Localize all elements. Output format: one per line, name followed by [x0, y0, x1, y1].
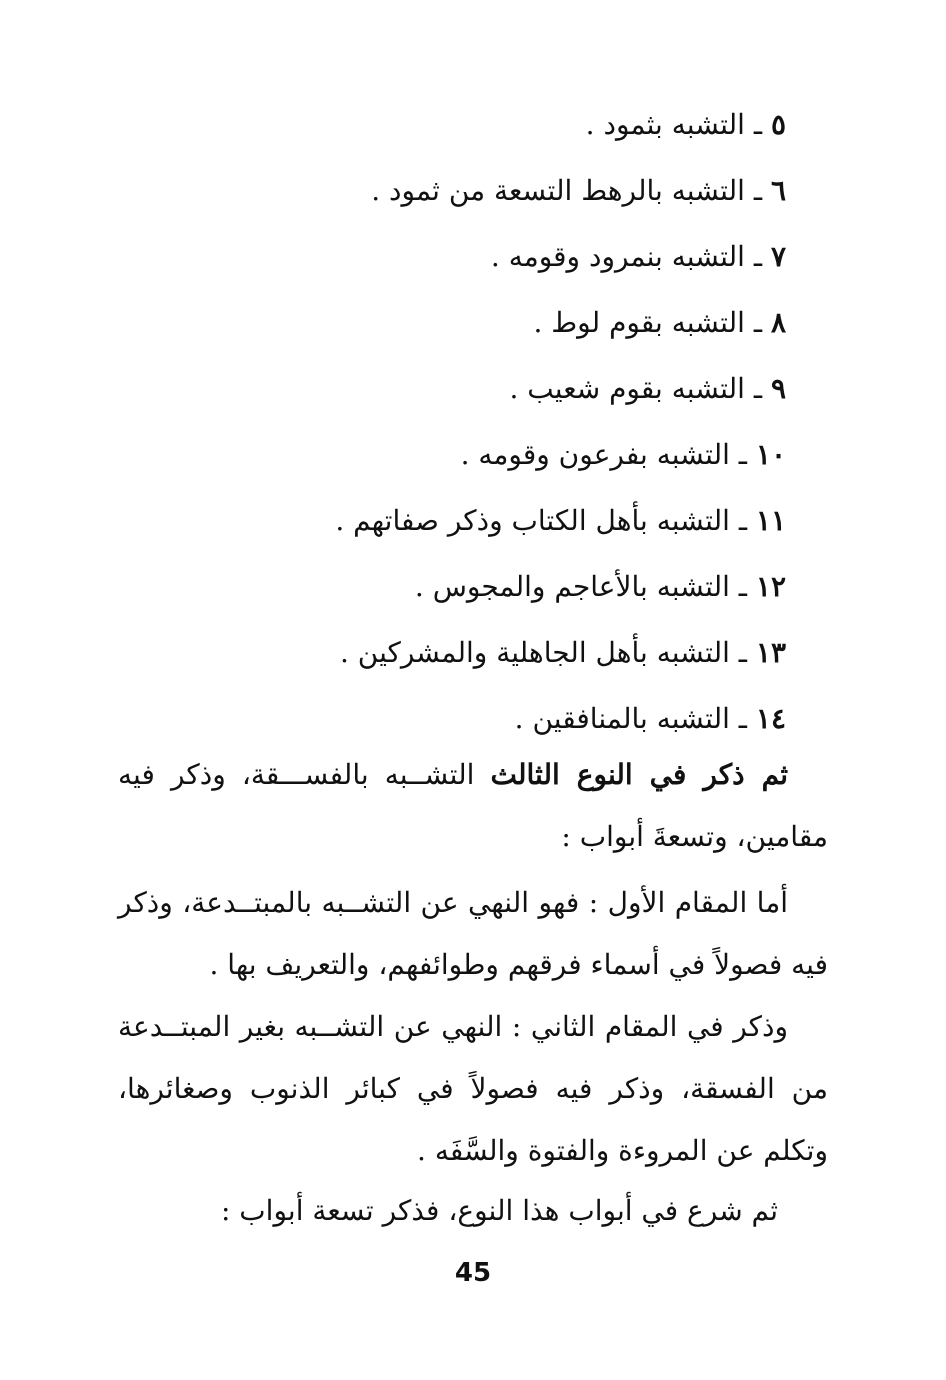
list-item-number: ٩ [770, 372, 786, 405]
list-item-text: ـ التشبه بأهل الجاهلية والمشركين . [339, 636, 748, 669]
list-item-number: ١٣ [755, 636, 786, 669]
list-item-text: ـ التشبه بنمرود وقومه . [490, 240, 763, 273]
list-item-number: ١٢ [755, 570, 786, 603]
list-item [126, 290, 786, 356]
list-item-number: ٧ [770, 240, 786, 273]
list-item-text: ـ التشبه بالأعاجم والمجوس . [414, 570, 748, 603]
list-item-number: ١٠ [755, 438, 786, 471]
list-item-number: ٨ [770, 306, 786, 339]
list-item-text: ـ التشبه بثمود . [585, 108, 763, 141]
list-item-number: ٦ [770, 174, 786, 207]
paragraph-second-station: وذكر في المقام الثاني : النهي عن التشــبه بغير المبتــدعة من الفسقة، وذكر فيه فصولاً في كبائر الذنوب وصغائرها، وتكلم عن المروءة والفتوة والسَّفَه . [118, 1010, 828, 1167]
list-item-text: ـ التشبه بفرعون وقومه . [460, 438, 748, 471]
list-item-text: ـ التشبه بقوم شعيب . [509, 372, 763, 405]
paragraph-nine-chapters: ثم شرع في أبواب هذا النوع، فذكر تسعة أبواب : [220, 1194, 778, 1227]
paragraph-first-station: أما المقام الأول : فهو النهي عن التشــبه بالمبتــدعة، وذكر فيه فصولاً في أسماء فرقهم وطوائفهم، والتعريف بها . [118, 886, 828, 981]
list-item [126, 488, 786, 554]
paragraph-third-type [118, 744, 828, 868]
list-item-number: ١١ [755, 504, 786, 537]
list-item-text: ـ التشبه بأهل الكتاب وذكر صفاتهم . [335, 504, 748, 537]
list-item [126, 224, 786, 290]
list-item [126, 554, 786, 620]
list-item-text: ـ التشبه بقوم لوط . [533, 306, 763, 339]
list-item-text: ـ التشبه بالمنافقين . [514, 702, 748, 735]
list-item [126, 356, 786, 422]
list-item [126, 620, 786, 686]
list-item [126, 92, 786, 158]
list-item-text: ـ التشبه بالرهط التسعة من ثمود . [371, 174, 763, 207]
list-item [126, 422, 786, 488]
list-item-number: ٥ [770, 108, 786, 141]
list-item-number: ١٤ [755, 702, 786, 735]
paragraph-text: التشــبه بالفســـقة، وذكر فيه مقامين، وتسعةَ أبواب : [118, 758, 828, 853]
numbered-list [126, 92, 786, 752]
list-item [126, 686, 786, 752]
paragraph-bold-lead: ثم ذكر في النوع الثالث [490, 758, 788, 791]
list-item [126, 158, 786, 224]
page-number: 45 [454, 1258, 492, 1288]
